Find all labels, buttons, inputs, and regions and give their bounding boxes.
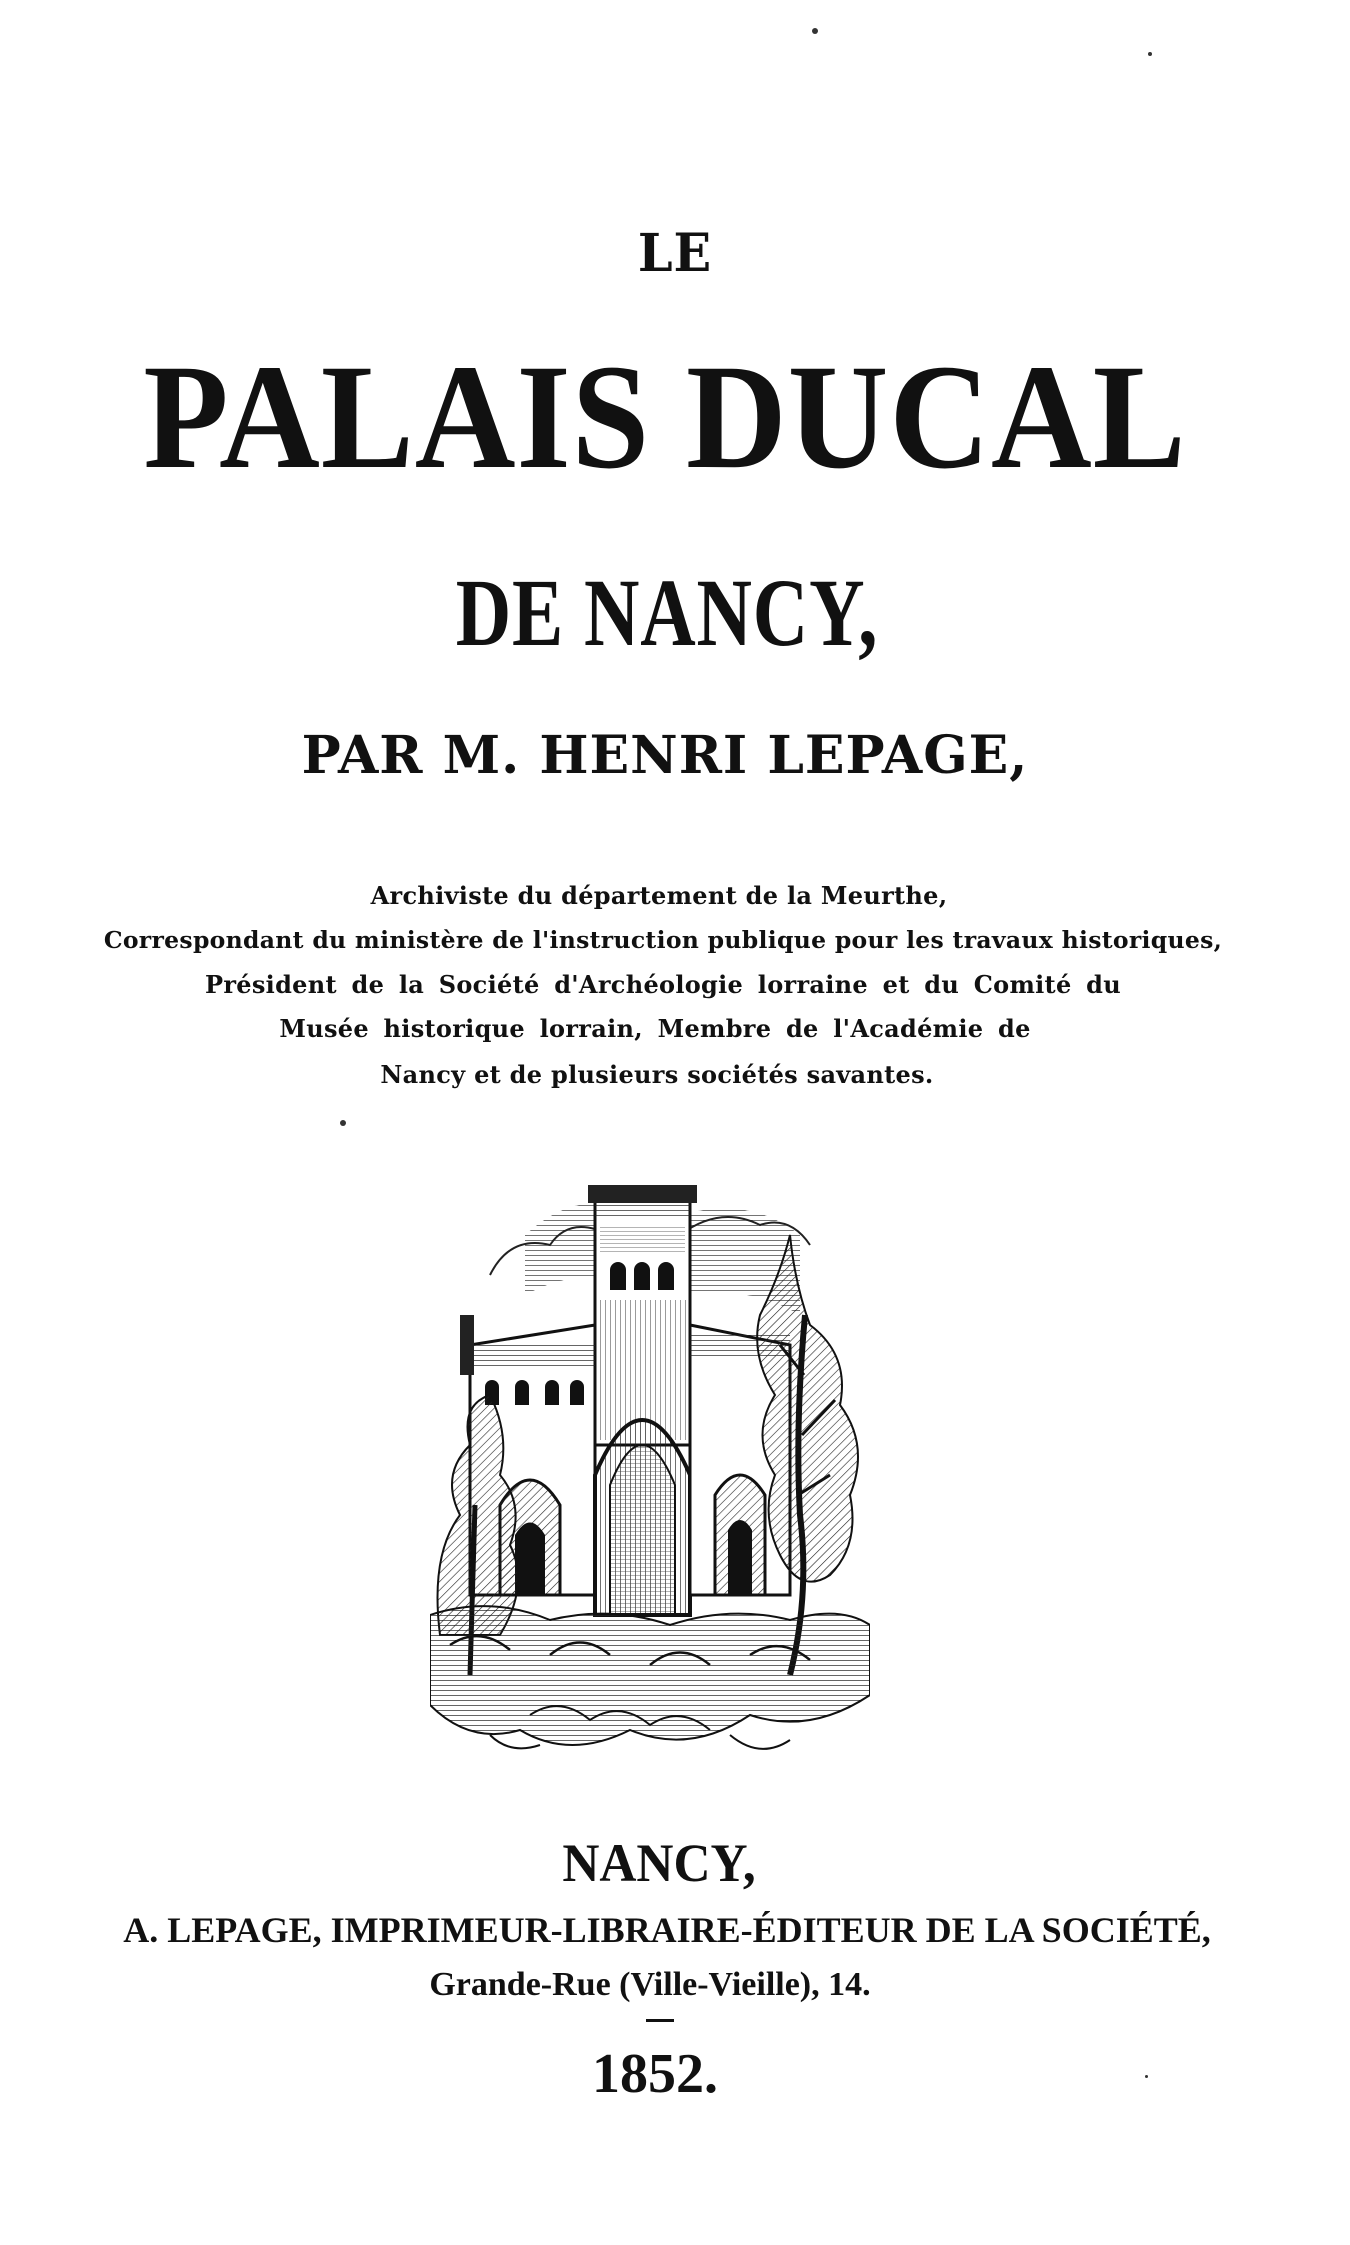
imprint-city: NANCY, — [562, 1833, 756, 1893]
scan-speck — [812, 28, 818, 34]
credential-line: Correspondant du ministère de l'instruction publique pour les travaux historiques, — [103, 926, 1223, 954]
church-ruin-engraving — [430, 1175, 870, 1765]
divider-rule — [646, 2019, 674, 2022]
scan-speck — [1148, 52, 1152, 56]
scan-speck — [1145, 2075, 1148, 2078]
credential-line: Archiviste du département de la Meurthe, — [370, 881, 948, 910]
scan-speck — [340, 1120, 346, 1126]
credential-line: Nancy et de plusieurs sociétés savantes. — [380, 1060, 934, 1089]
imprint-publisher: A. LEPAGE, IMPRIMEUR-LIBRAIRE-ÉDITEUR DE LA SOCIÉTÉ, — [123, 1910, 1211, 1950]
author-line: PAR M. HENRI LEPAGE, — [301, 725, 1029, 786]
main-title: PALAIS DUCAL — [143, 334, 1187, 500]
imprint-address: Grande-Rue (Ville-Vieille), 14. — [429, 1966, 871, 2003]
title-article: LE — [637, 223, 713, 284]
credential-line: Président de la Société d'Archéologie lorraine et du Comité du — [204, 970, 1121, 999]
subtitle: DE NANCY, — [455, 559, 879, 666]
credential-line: Musée historique lorrain, Membre de l'Académie de — [279, 1014, 1031, 1043]
imprint-year: 1852. — [592, 2043, 718, 2105]
